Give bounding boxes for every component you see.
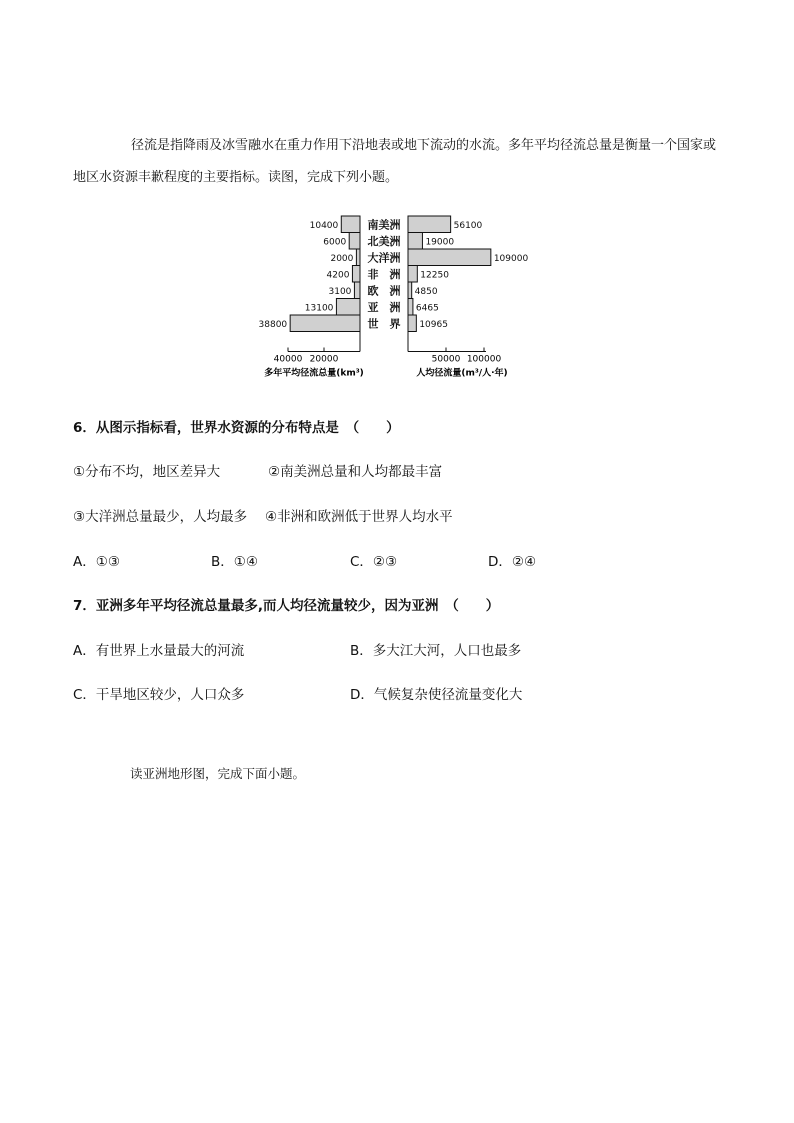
category-label: 非 洲 <box>367 267 401 281</box>
left-value-label: 10400 <box>309 220 339 231</box>
category-label: 南美洲 <box>367 218 401 232</box>
category-label: 北美洲 <box>367 234 401 248</box>
category-label: 世 界 <box>367 317 401 331</box>
q7-stem: 7．亚洲多年平均径流总量最多,而人均径流量较少，因为亚洲 （ ） <box>73 598 500 614</box>
right-tick-label: 100000 <box>466 354 502 365</box>
left-value-label: 13100 <box>304 303 334 314</box>
right-tick-label: 50000 <box>431 354 461 365</box>
q6-option-b[interactable]: B．①④ <box>211 554 258 570</box>
q7-option-c[interactable]: C．干旱地区较少，人口众多 <box>73 687 245 703</box>
left-tick-label: 40000 <box>273 354 303 365</box>
category-labels <box>368 217 401 330</box>
category-label: 欧 洲 <box>367 284 401 298</box>
q6-stem: 6．从图示指标看，世界水资源的分布特点是 （ ） <box>73 420 400 436</box>
left-bar-4 <box>354 282 360 299</box>
right-bar-3 <box>408 266 417 283</box>
right-bar-4 <box>408 282 412 299</box>
right-value-label: 10965 <box>419 319 448 330</box>
right-bar-1 <box>408 233 422 250</box>
q6-option-a[interactable]: A．①③ <box>73 554 120 570</box>
right-bar-6 <box>408 315 416 332</box>
left-bar-5 <box>336 299 360 316</box>
left-bar-3 <box>352 266 360 283</box>
left-tick-label: 20000 <box>309 354 339 365</box>
right-bar-2 <box>408 249 491 266</box>
left-value-label: 6000 <box>323 237 347 248</box>
left-value-label: 4200 <box>326 270 350 281</box>
q6-statement-3: ③大洋洲总量最少，人均最多 <box>73 509 248 525</box>
q7-option-a[interactable]: A．有世界上水量最大的河流 <box>73 643 245 659</box>
intro-paragraph <box>73 130 723 194</box>
right-axis-title: 人均径流量(m³/人·年) <box>416 368 508 379</box>
right-value-label: 4850 <box>414 286 438 297</box>
right-bar-0 <box>408 216 451 233</box>
q7-option-d[interactable]: D．气候复杂使径流量变化大 <box>350 687 523 703</box>
intro2-text: 读亚洲地形图，完成下面小题。 <box>130 766 306 781</box>
runoff-chart <box>0 208 794 388</box>
left-value-label: 38800 <box>258 319 288 330</box>
right-value-label: 56100 <box>453 220 483 231</box>
intro-text: 径流是指降雨及冰雪融水在重力作用下沿地表或地下流动的水流。多年平均径流总量是衡量一个国家或地区水资源丰歉程度的主要指标。读图，完成下列小题。 <box>73 138 717 185</box>
q6-statement-1: ①分布不均，地区差异大 <box>73 464 221 480</box>
q6-option-d[interactable]: D．②④ <box>488 554 537 570</box>
right-bar-5 <box>408 299 413 316</box>
left-chart-area <box>259 216 360 332</box>
q6-statement-2: ②南美洲总量和人均都最丰富 <box>268 464 443 480</box>
right-chart-area <box>408 216 528 332</box>
left-axis-title: 多年平均径流总量(km³) <box>264 368 364 379</box>
left-value-label: 2000 <box>330 253 354 264</box>
left-bar-0 <box>341 216 360 233</box>
left-bar-2 <box>356 249 360 266</box>
right-value-label: 19000 <box>425 237 455 248</box>
category-label: 大洋洲 <box>367 251 401 265</box>
right-value-label: 109000 <box>493 253 529 264</box>
left-bar-1 <box>349 233 360 250</box>
q6-option-c[interactable]: C．②③ <box>350 554 398 570</box>
left-value-label: 3100 <box>328 286 352 297</box>
right-value-label: 6465 <box>415 303 439 314</box>
category-label: 亚 洲 <box>367 300 401 314</box>
left-bar-6 <box>290 315 360 332</box>
q6-statement-4: ④非洲和欧洲低于世界人均水平 <box>265 509 453 525</box>
q7-option-b[interactable]: B．多大江大河，人口也最多 <box>350 643 522 659</box>
right-value-label: 12250 <box>420 270 449 281</box>
